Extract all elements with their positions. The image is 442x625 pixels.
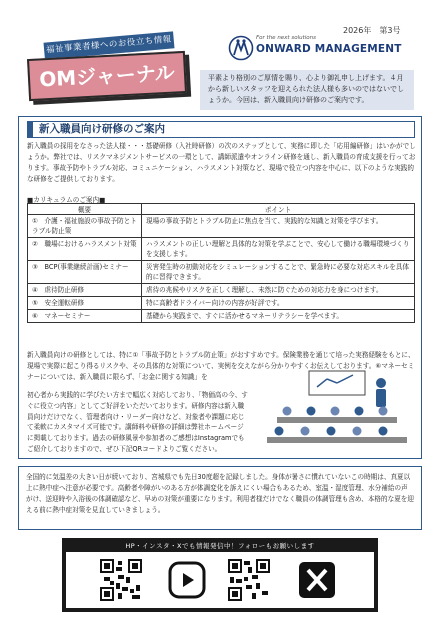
onward-logo-icon	[228, 35, 254, 61]
logo-tagline: For the next solutions	[256, 35, 316, 41]
instagram-qr-code[interactable]	[228, 559, 270, 601]
curriculum-caption: ■カリキュラムのご案内■	[27, 196, 106, 204]
course-title: ⑤ 安全運転研修	[28, 297, 142, 310]
training-illustration	[257, 367, 417, 455]
hp-qr-code[interactable]	[100, 559, 142, 601]
table-row	[28, 261, 415, 284]
course-title: ① 介護・福祉施設の事故予防とトラブル防止策	[28, 215, 142, 238]
company-logo	[228, 35, 408, 61]
section-title: 新入職員向け研修のご案内	[27, 121, 415, 138]
logo-brand: ONWARD MANAGEMENT	[256, 43, 402, 55]
footer-links	[66, 552, 374, 608]
body-text: 初心者から実践的に学びたい方まで幅広く対応しており、「物価高の今、すぐに役立つ内容」としてご好評をいただいております。研修内容は新入職員向けだけでなく、管理者向け・リーダー向けなど、対象者や課題に応じて柔軟にカスタマイズ可能です。講師料や研修の詳細は弊社ホームページに掲載しております。過去の研修風景や参加者のご感想はInstagramでもご紹介しておりますので、ぜひ下記QRコードよりご覧ください。	[27, 391, 248, 453]
course-title: ⑥ マネーセミナー	[28, 310, 142, 323]
course-title: ③ BCP(事業継続計画)セミナー	[28, 261, 142, 284]
table-header-summary: 概要	[28, 204, 142, 215]
course-point: 現場の事故予防とトラブル防止に焦点を当て、実践的な知識と対策を学びます。	[142, 215, 415, 238]
masthead-title: OMジャーナル	[27, 51, 187, 101]
course-title: ④ 虐待防止研修	[28, 284, 142, 297]
instagram-icon[interactable]	[168, 561, 206, 599]
table-row	[28, 310, 415, 323]
table-row	[28, 297, 415, 310]
issue-number: 2026年 第3号	[343, 26, 401, 35]
section-intro: 新入職員の採用をなさった法人様・・・基礎研修（入社時研修）の次のステップとして、実務に即した「応用編研修」はいかがでしょうか。弊社では、リスクマネジメントサービスの一環として、講師派遣やオンライン研修を通し、新入職員の育成支援を行っております。事故予防やトラブル対応、コミュニケーション、ハラスメント対策など、現場で役立つ内容を中心に、以下のような実践的な研修をご提供しております。	[27, 142, 416, 183]
social-footer	[62, 538, 378, 612]
table-row	[28, 238, 415, 261]
table-row	[28, 215, 415, 238]
course-point: 災害発生時の初動対応をシミュレーションすることで、緊急時に必要な対応スキルを具体的に習得できます。	[142, 261, 415, 284]
course-point: 特に高齢者ドライバー向けの内容が好評です。	[142, 297, 415, 310]
x-icon[interactable]	[298, 561, 336, 599]
course-point: 基礎から実践まで、すぐに活かせるマネーリテラシーを学べます。	[142, 310, 415, 323]
heatstroke-notice: 全国的に気温差の大きい日が続いており、宮城県でも先日30度超を記録しました。身体が暑さに慣れていないこの時期は、真夏以上に熱中症へ注意が必要です。高齢者や障がいのある方が体調変化を訴えにくい場合もあるため、室温・湿度管理、水分補給の声がけ、送迎時や入浴後の体調確認など、早めの対策が重要になります。利用者様だけでなく職員の体調管理も含め、本格的な夏を迎える前に熱中症対策を見直していきましょう。	[18, 466, 422, 530]
course-point: ハラスメントの正しい理解と具体的な対策を学ぶことで、安心して働ける職場環境づくりを支援します。	[142, 238, 415, 261]
header-ribbon: 福祉事業者様へのお役立ち情報	[44, 31, 175, 59]
training-section	[18, 116, 422, 459]
table-header-point: ポイント	[142, 204, 415, 215]
curriculum-table	[27, 203, 415, 323]
course-point: 虐待の兆候やリスクを正しく理解し、未然に防ぐための対応力を身につけます。	[142, 284, 415, 297]
course-title: ② 職場におけるハラスメント対策	[28, 238, 142, 261]
footer-text: HP・インスタ・Xでも情報発信中！フォローもお願いします	[125, 542, 315, 550]
greeting-text: 平素より格別のご厚情を賜り、心より御礼申し上げます。４月から新しいスタッフを迎えられた法人様も多いのではないでしょうか。今回は、新入職員向け研修のご案内です。	[200, 70, 414, 110]
table-row	[28, 284, 415, 297]
body-lead: 新入職員向けの研修としては、特に①「事故予防とトラブル防止策」がおすすめです。保険業務を通じて培った実務経験をもとに、現場で実際に起こり得るリスクや、その具体的な対策について、実例を交えながら分かりやすくお伝えしております。⑥マネーセミナーについては、新入職員に限らず、「お金に関する知識」を	[27, 351, 415, 381]
